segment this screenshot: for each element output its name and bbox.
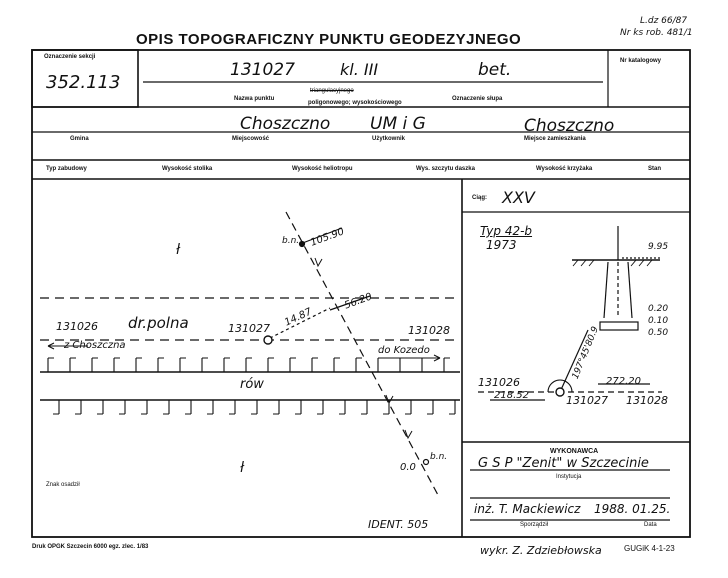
author-value: inż. T. Mackiewicz xyxy=(474,502,581,516)
gmina-value: Choszczno xyxy=(240,114,331,134)
direction-left: z Choszczna xyxy=(64,340,126,351)
year-value: 1973 xyxy=(486,238,517,252)
institution-value: G S P "Zenit" w Szczecinie xyxy=(478,456,649,471)
wys-krzyzaka-label: Wysokość krzyżaka xyxy=(536,166,593,172)
distance-top: 105.90 xyxy=(309,226,346,249)
class-value: kl. III xyxy=(340,60,379,79)
offset-value: 0.0 xyxy=(400,462,416,473)
distance-mid: 56.20 xyxy=(342,291,374,312)
catalog-label: Nr katalogowy xyxy=(620,58,662,64)
wys-heliotropu-label: Wysokość heliotropu xyxy=(292,166,353,172)
ciag-value: XXV xyxy=(502,188,535,207)
angle-value: 197°45'80.9 xyxy=(570,325,601,381)
drawn-by: wykr. Z. Zdziebłowska xyxy=(480,544,602,557)
ciag-label: Ciąg: xyxy=(472,195,487,201)
miejsce-value: Choszczno xyxy=(524,116,615,136)
section-value: 352.113 xyxy=(46,72,121,93)
type-value: Typ 42-b xyxy=(480,224,533,238)
depth-1: 9.95 xyxy=(648,242,669,252)
distance-center: 14.87 xyxy=(283,306,314,329)
miejsce-label: Miejsce zamieszkania xyxy=(524,136,586,142)
road-name: dr.polna xyxy=(128,314,189,332)
depth-4: 0.50 xyxy=(648,328,669,338)
land-label-bottom: ł xyxy=(240,460,245,476)
panel-point-left: 131026 xyxy=(478,376,520,389)
benchmark-top: b.n. xyxy=(282,236,300,246)
direction-right: do Kozedo xyxy=(378,345,430,356)
author-label: Sporządził xyxy=(520,522,549,528)
sketch-point-center: 131027 xyxy=(228,322,270,335)
wys-szczytu-label: Wys. szczytu daszka xyxy=(416,166,475,172)
typ-zabudowy-label: Typ zabudowy xyxy=(46,166,87,172)
land-label-top: ł xyxy=(176,242,181,258)
uzytkownik-label: Użytkownik xyxy=(372,136,406,142)
panel-point-right: 131028 xyxy=(626,394,668,407)
date-label: Data xyxy=(644,522,657,528)
depth-3: 0.10 xyxy=(648,316,669,326)
office-note-2: Nr ks rob. 481/1 xyxy=(620,28,693,38)
types-label-2: poligonowego; wysokościowego xyxy=(308,100,402,106)
panel-dist-right: 272.20 xyxy=(606,376,641,387)
executor-label: WYKONAWCA xyxy=(550,448,599,455)
miejscowosc-label: Miejscowość xyxy=(232,136,270,142)
form-code: GUGiK 4-1-23 xyxy=(624,544,675,553)
section-label: Oznaczenie sekcji xyxy=(44,54,96,60)
types-label-1: triangulacyjnego xyxy=(310,88,354,94)
sketch-point-right: 131028 xyxy=(408,324,450,337)
point-name-value: 131027 xyxy=(230,60,295,80)
stan-label: Stan xyxy=(648,166,662,172)
printer-note: Druk OPGK Szczecin 6000 egz. zlec. 1/83 xyxy=(32,544,149,550)
gmina-label: Gmina xyxy=(70,136,89,142)
znak-label: Znak osadził xyxy=(46,482,80,488)
ident-stamp: IDENT. 505 xyxy=(368,518,429,531)
marker-label: Oznaczenie słupa xyxy=(452,96,503,102)
institution-label: Instytucja xyxy=(556,474,582,480)
point-name-label: Nazwa punktu xyxy=(234,96,275,102)
benchmark-bottom: b.n. xyxy=(430,452,448,462)
panel-point-center: 131027 xyxy=(566,394,608,407)
panel-dist-left: 218.52 xyxy=(494,390,529,401)
wys-stolika-label: Wysokość stolika xyxy=(162,166,213,172)
depth-2: 0.20 xyxy=(648,304,669,314)
miejscowosc-value: UM i G xyxy=(370,114,426,134)
ditch-label: rów xyxy=(240,377,264,392)
sketch-point-left: 131026 xyxy=(56,320,98,333)
date-value: 1988. 01.25. xyxy=(594,502,671,516)
marker-value: bet. xyxy=(478,60,512,80)
page-title: OPIS TOPOGRAFICZNY PUNKTU GEODEZYJNEGO xyxy=(136,31,522,48)
office-note-1: L.dz 66/87 xyxy=(640,16,688,26)
